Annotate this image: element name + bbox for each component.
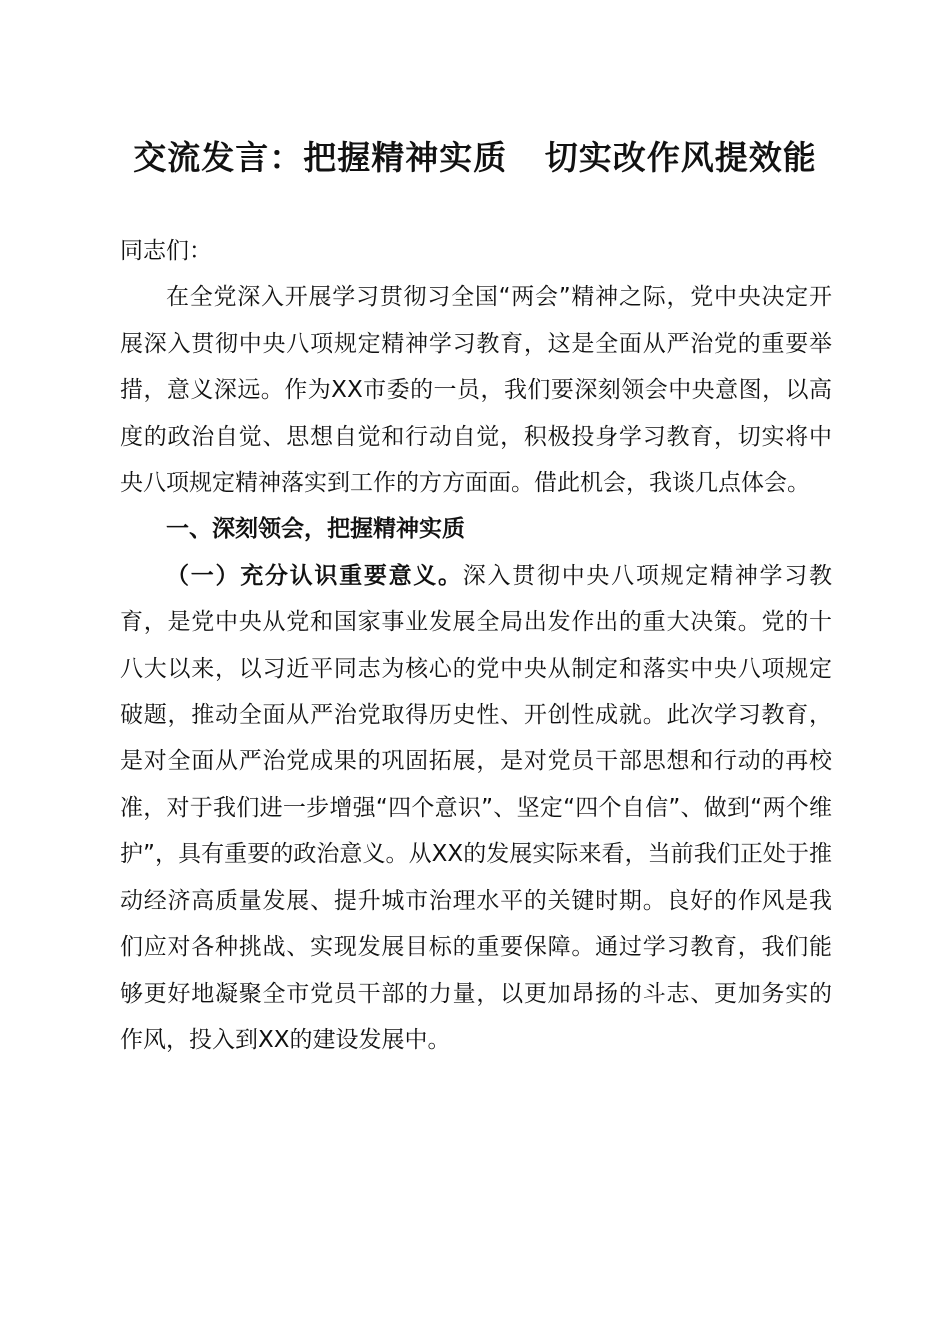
intro-paragraph: 在全党深入开展学习贯彻习全国“两会”精神之际，党中央决定开展深入贯彻中央八项规定精神学习教育，这是全面从严治党的重要举措，意义深远。作为XX市委的一员，我们要深刻领会中央意图，以高度的政治自觉、思想自觉和行动自觉，积极投身学习教育，切实将中央八项规定精神落实到工作的方方面面。借此机会，我谈几点体会。: [120, 284, 832, 497]
subsection-label: （一）充分认识重要意义。: [166, 562, 463, 589]
salutation: 同志们：: [120, 238, 212, 264]
subsection-text: 深入贯彻中央八项规定精神学习教育，是党中央从党和国家事业发展全局出发作出的重大决策。党的十八大以来，以习近平同志为核心的党中央从制定和落实中央八项规定破题，推动全面从严治党取得历史性、开创性成就。此次学习教育，是对全面从严治党成果的巩固拓展，是对党员干部思想和行动的再校准，对于我们进一步增强“四个意识”、坚定“四个自信”、做到“两个维护”，具有重要的政治意义。从XX的发展实际来看，当前我们正处于推动经济高质量发展、提升城市治理水平的关键时期。良好的作风是我们应对各种挑战、实现发展目标的重要保障。通过学习教育，我们能够更好地凝聚全市党员干部的力量，以更加昂扬的斗志、更加务实的作风，投入到XX的建设发展中。: [120, 562, 833, 1053]
document-title: 交流发言：把握精神实质 切实改作风提效能: [133, 138, 817, 177]
subsection-paragraph: [120, 553, 832, 1063]
section-heading: 一、深刻领会，把握精神实质: [166, 516, 465, 543]
document-body: [120, 228, 832, 1063]
